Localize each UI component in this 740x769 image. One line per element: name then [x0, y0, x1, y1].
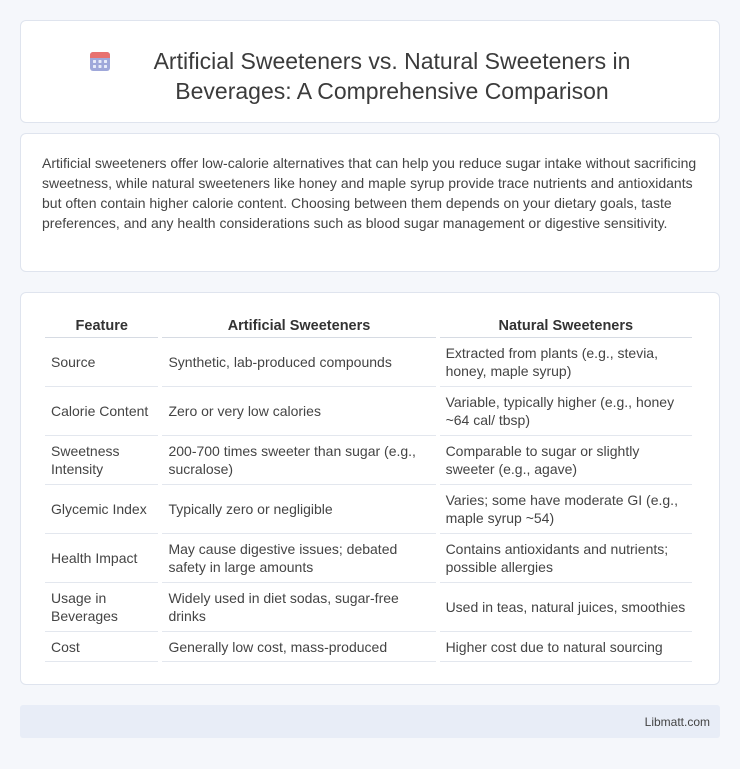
- page-title: Artificial Sweeteners vs. Natural Sweeteners in Beverages: A Comprehensive Comparison: [153, 48, 631, 104]
- intro-paragraph: Artificial sweeteners offer low-calorie alternatives that can help you reduce sugar intake without sacrificing sweetness, while natural sweeteners like honey and maple syrup provide trace nutrients and antioxidants but often contain higher calorie content. Choosing between them depends on your dietary goals, taste preferences, and any health considerations such as blood sugar management or digestive sensitivity.: [42, 155, 697, 231]
- artificial-cell: May cause digestive issues; debated safety in large amounts: [162, 534, 435, 583]
- artificial-cell: Generally low cost, mass-produced: [162, 632, 435, 662]
- table-row: [45, 534, 692, 583]
- table-row: [45, 583, 692, 632]
- column-header-feature: Feature: [45, 313, 158, 338]
- artificial-cell: Widely used in diet sodas, sugar-free drinks: [162, 583, 435, 632]
- natural-cell: Extracted from plants (e.g., stevia, honey, maple syrup): [440, 338, 692, 387]
- comparison-table: [41, 313, 696, 662]
- natural-cell: Variable, typically higher (e.g., honey ~64 cal/ tbsp): [440, 387, 692, 436]
- feature-cell: Calorie Content: [45, 387, 158, 436]
- title-wrap: [21, 21, 719, 106]
- natural-cell: Varies; some have moderate GI (e.g., maple syrup ~54): [440, 485, 692, 534]
- table-header-row: [45, 313, 692, 338]
- feature-cell: Glycemic Index: [45, 485, 158, 534]
- natural-cell: Higher cost due to natural sourcing: [440, 632, 692, 662]
- table-row: [45, 436, 692, 485]
- artificial-cell: Zero or very low calories: [162, 387, 435, 436]
- artificial-cell: Synthetic, lab-produced compounds: [162, 338, 435, 387]
- artificial-cell: Typically zero or negligible: [162, 485, 435, 534]
- footer-bar: [20, 705, 720, 738]
- feature-cell: Health Impact: [45, 534, 158, 583]
- table-row: [45, 632, 692, 662]
- natural-cell: Contains antioxidants and nutrients; possible allergies: [440, 534, 692, 583]
- comparison-card: [20, 292, 720, 685]
- column-header-artificial: Artificial Sweeteners: [162, 313, 435, 338]
- feature-cell: Usage in Beverages: [45, 583, 158, 632]
- column-header-natural: Natural Sweeteners: [440, 313, 692, 338]
- table-row: [45, 338, 692, 387]
- intro-card: [20, 133, 720, 272]
- artificial-cell: 200-700 times sweeter than sugar (e.g., sucralose): [162, 436, 435, 485]
- header-card: [20, 20, 720, 123]
- feature-cell: Sweetness Intensity: [45, 436, 158, 485]
- table-row: [45, 485, 692, 534]
- natural-cell: Comparable to sugar or slightly sweeter (e.g., agave): [440, 436, 692, 485]
- footer-site-link[interactable]: Libmatt.com: [644, 715, 710, 729]
- feature-cell: Source: [45, 338, 158, 387]
- table-row: [45, 387, 692, 436]
- calendar-icon: [88, 49, 112, 73]
- natural-cell: Used in teas, natural juices, smoothies: [440, 583, 692, 632]
- feature-cell: Cost: [45, 632, 158, 662]
